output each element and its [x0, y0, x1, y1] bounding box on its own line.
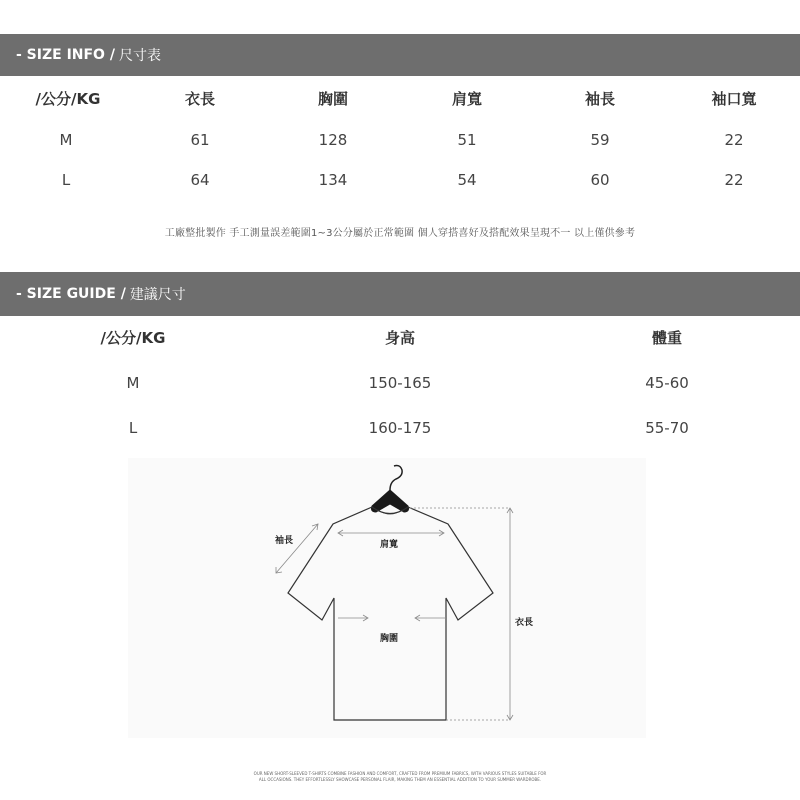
size-info-header-length: 衣長 — [184, 90, 215, 108]
size-info-title-zh: 尺寸表 — [118, 48, 161, 64]
size-info-header-cuff: 袖口寬 — [711, 90, 757, 108]
size-guide-title-en: - SIZE GUIDE / — [16, 286, 126, 302]
shoulder-cell: 51 — [457, 131, 477, 149]
chest-arrow — [338, 615, 446, 621]
table-row — [0, 128, 800, 152]
size-info-header-row — [0, 87, 800, 111]
cuff-cell: 22 — [724, 171, 744, 189]
tshirt-illustration — [128, 458, 646, 738]
size-guide-header-height: 身高 — [384, 329, 415, 347]
sleeve-label: 袖長 — [275, 536, 294, 546]
weight-cell: 45-60 — [645, 374, 689, 392]
size-guide-header-unit: /公分/KG — [100, 329, 166, 347]
table-row — [0, 416, 800, 440]
length-arrow — [410, 508, 513, 720]
table-row — [0, 168, 800, 192]
chest-label: 胸圍 — [380, 634, 399, 644]
footer-line-2: ALL OCCASIONS. THEY EFFORTLESSLY SHOWCASE PERSONAL FLAIR, MAKING THEM AN ESSENTIAL ADDITION TO YOUR SUMMER WARDROBE. — [258, 777, 542, 782]
height-cell: 150-165 — [368, 374, 432, 392]
table-row — [0, 371, 800, 395]
length-cell: 61 — [190, 131, 210, 149]
size-guide-header-row — [0, 326, 800, 350]
sleeve-cell: 59 — [590, 131, 610, 149]
cuff-cell: 22 — [724, 131, 744, 149]
size-cell: M — [59, 131, 73, 149]
size-guide-header-weight: 體重 — [651, 329, 682, 347]
length-cell: 64 — [190, 171, 210, 189]
length-label: 衣長 — [515, 618, 534, 628]
size-cell: M — [126, 374, 140, 392]
shoulder-arrow — [338, 530, 444, 536]
size-info-title-en: - SIZE INFO / — [16, 47, 115, 63]
size-guide-banner — [0, 272, 800, 316]
hanger-icon — [372, 466, 409, 513]
size-cell: L — [61, 171, 71, 189]
size-info-header-shoulder: 肩寬 — [451, 90, 482, 108]
footer-line-1: OUR NEW SHORT-SLEEVED T-SHIRTS COMBINE FASHION AND COMFORT, CRAFTED FROM PREMIUM FABRICS, WITH VARIOUS STYLES SUITABLE FOR — [253, 771, 547, 776]
sleeve-cell: 60 — [590, 171, 610, 189]
height-cell: 160-175 — [368, 419, 432, 437]
shoulder-label: 肩寬 — [380, 540, 399, 550]
size-info-header-chest: 胸圍 — [317, 90, 348, 108]
tshirt-measurement-diagram — [128, 458, 646, 738]
sleeve-arrow — [276, 524, 318, 573]
shoulder-cell: 54 — [457, 171, 477, 189]
size-info-header-unit: /公分/KG — [35, 90, 101, 108]
size-cell: L — [128, 419, 138, 437]
size-guide-title-zh: 建議尺寸 — [129, 287, 186, 303]
measurement-note: 工廠整批製作 手工測量誤差範圍1~3公分屬於正常範圍 個人穿搭喜好及搭配效果呈現不一 以上僅供參考 — [164, 228, 636, 239]
size-info-banner — [0, 34, 800, 76]
weight-cell: 55-70 — [645, 419, 689, 437]
size-info-header-sleeve: 袖長 — [584, 90, 615, 108]
chest-cell: 128 — [318, 131, 348, 149]
chest-cell: 134 — [318, 171, 348, 189]
